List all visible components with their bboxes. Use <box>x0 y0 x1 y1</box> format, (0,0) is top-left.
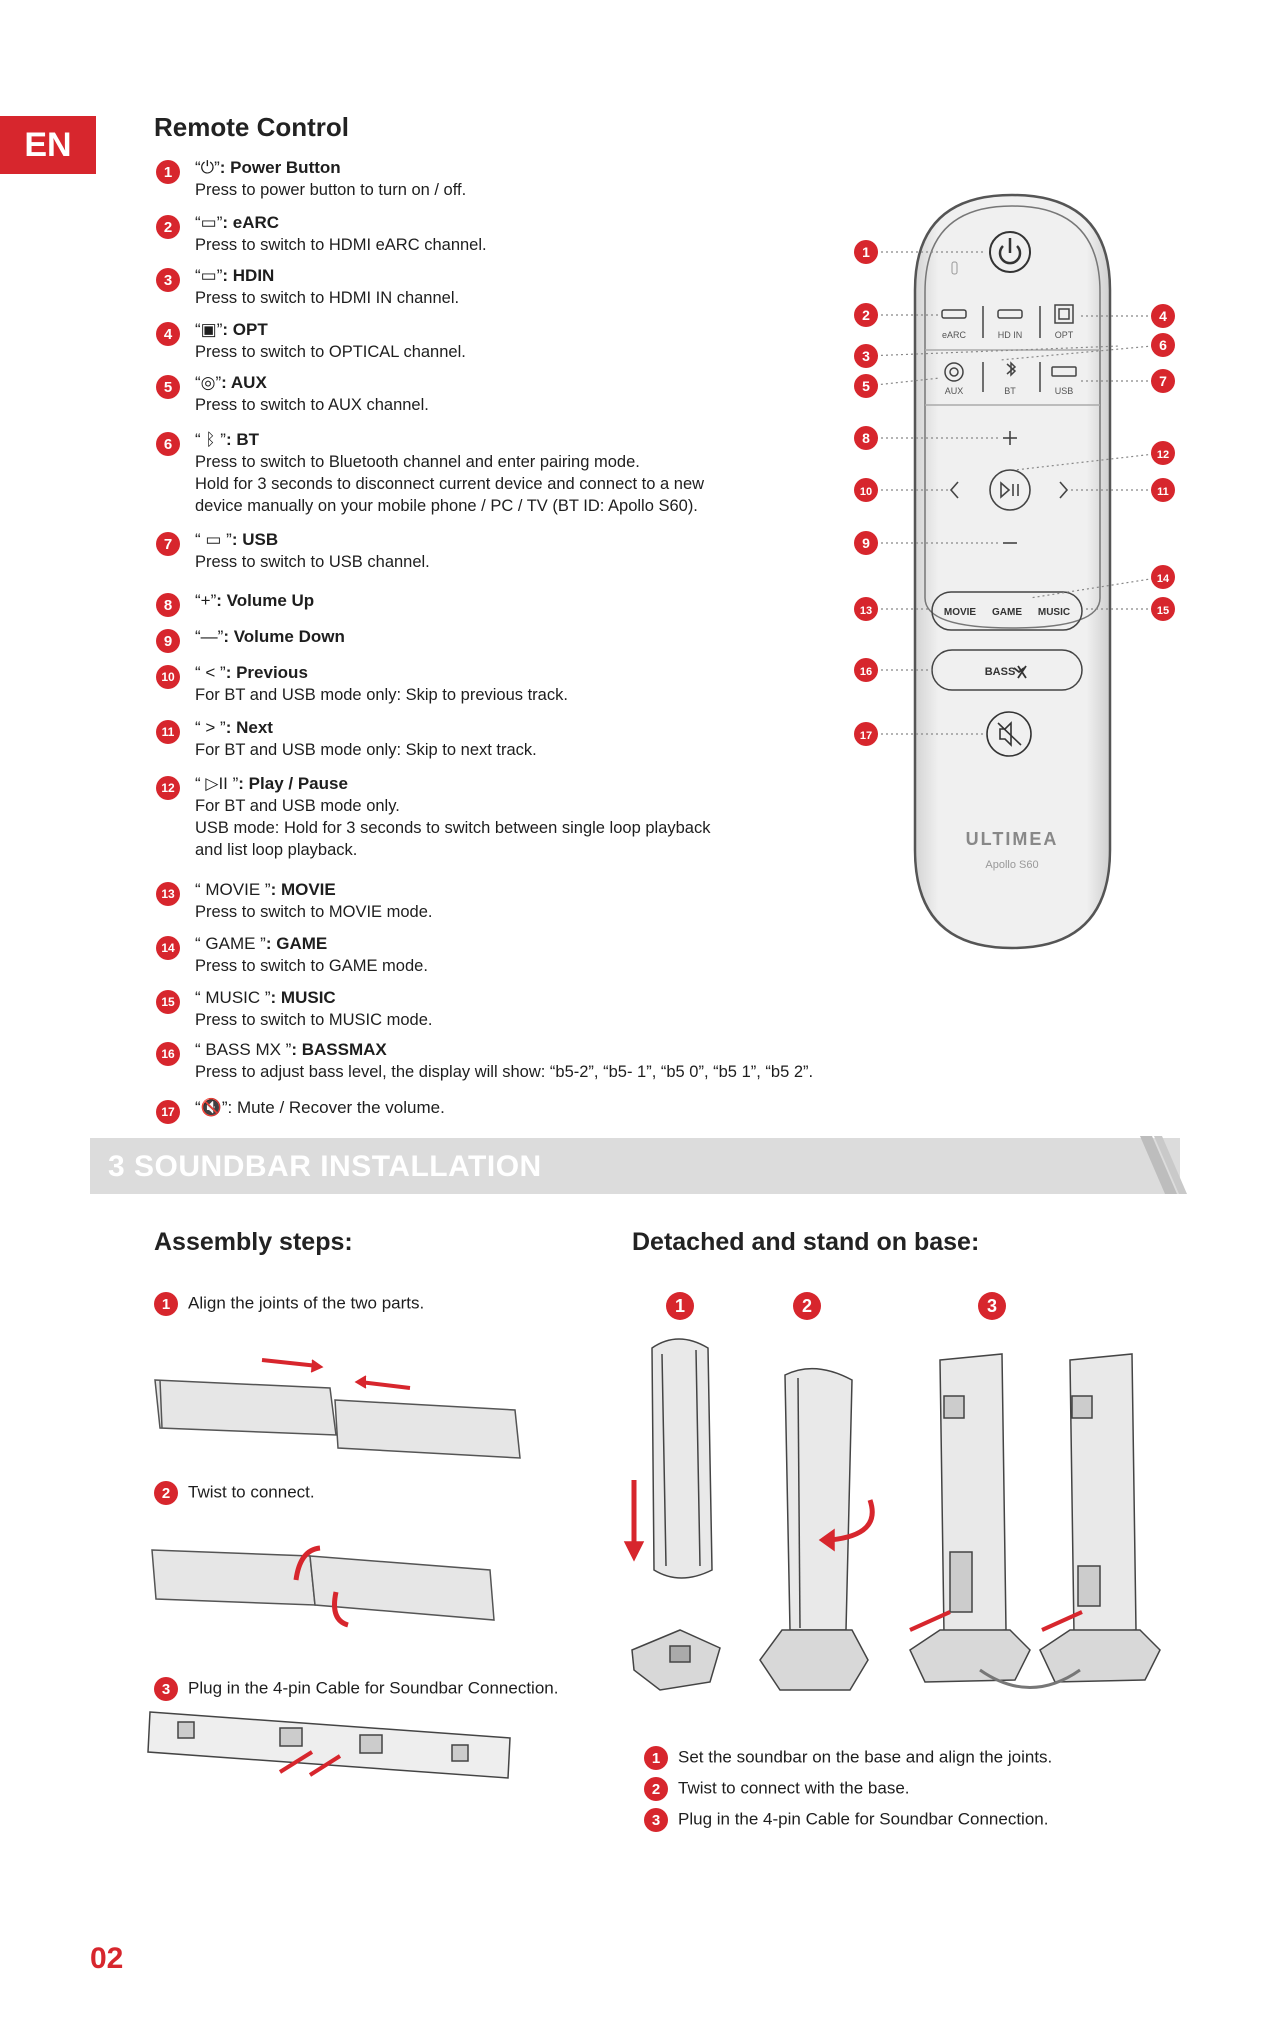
item-text <box>195 1039 813 1083</box>
callout-number: 9 <box>862 535 870 551</box>
item-name: : AUX <box>221 373 267 392</box>
callout-number: 14 <box>1156 573 1170 585</box>
item-symbol: “ GAME ” <box>195 934 266 953</box>
callout-number: 16 <box>859 666 873 678</box>
assembly-heading: Assembly steps: <box>154 1228 353 1256</box>
item-number: 6 <box>156 432 180 456</box>
detached-heading: Detached and stand on base: <box>632 1228 980 1256</box>
item-name: : MUSIC <box>270 988 336 1007</box>
bassmax-label: BASS <box>984 666 1016 678</box>
item-description: For BT and USB mode only: Skip to previous track. <box>195 686 568 704</box>
callout-number: 8 <box>862 430 870 446</box>
item-description: Press to switch to AUX channel. <box>195 396 429 414</box>
item-number: 4 <box>156 322 180 346</box>
model-label: Apollo S60 <box>985 859 1039 871</box>
step-text: Twist to connect. <box>188 1482 315 1502</box>
callout-number: 5 <box>862 378 870 394</box>
item-name: : eARC <box>222 213 280 232</box>
detached-step-2 <box>644 1777 910 1801</box>
item-name: : HDIN <box>222 266 275 285</box>
assembly-step-1 <box>154 1292 424 1316</box>
callout-number: 4 <box>1159 308 1167 324</box>
step-text: Set the soundbar on the base and align the joints. <box>678 1747 1053 1767</box>
item-symbol: “ ▭ ” <box>195 530 232 549</box>
item-description: device manually on your mobile phone / PC / TV (BT ID: Apollo S60). <box>195 497 698 515</box>
item-description: Press to switch to GAME mode. <box>195 957 428 975</box>
item-symbol: “ ▷II ” <box>195 774 239 793</box>
item-number: 12 <box>156 776 180 800</box>
opt-label: OPT <box>1054 330 1074 340</box>
item-symbol: “▭” <box>195 213 223 232</box>
step-number: 3 <box>644 1808 668 1832</box>
callout-number: 7 <box>1159 373 1167 389</box>
language-tab: EN <box>0 116 96 174</box>
callout-number: 3 <box>862 348 870 364</box>
detached-step-1 <box>644 1746 1052 1770</box>
step-number: 3 <box>154 1677 178 1701</box>
plug-base-cable-illustration <box>910 1354 1160 1688</box>
item-symbol: “—” <box>195 627 224 646</box>
item-description: USB mode: Hold for 3 seconds to switch between single loop playback <box>195 819 711 837</box>
callout-number: 10 <box>859 486 873 498</box>
step-text: Plug in the 4-pin Cable for Soundbar Connection. <box>188 1678 559 1698</box>
item-name: : BASSMAX <box>291 1040 387 1059</box>
item-symbol: “▭” <box>195 266 223 285</box>
item-description: and list loop playback. <box>195 841 358 859</box>
item-title <box>195 1039 813 1061</box>
step-text: Plug in the 4-pin Cable for Soundbar Connection. <box>678 1809 1049 1829</box>
detached-number-2: 2 <box>793 1292 821 1320</box>
item-symbol: “ BASS MX ” <box>195 1040 292 1059</box>
item-number: 7 <box>156 532 180 556</box>
item-symbol: “ < ” <box>195 663 226 682</box>
banner-stripes-icon <box>1132 1136 1192 1196</box>
callout-number: 15 <box>1156 605 1170 617</box>
remote-control-diagram <box>0 0 1285 1000</box>
step-text: Align the joints of the two parts. <box>188 1293 425 1313</box>
brand-label: ULTIMEA <box>965 829 1059 849</box>
movie-label: MOVIE <box>943 607 977 618</box>
twist-base-illustration <box>760 1369 872 1690</box>
callout-number: 1 <box>862 244 870 260</box>
set-on-base-illustration <box>625 1339 720 1690</box>
earc-label: eARC <box>941 330 967 340</box>
plug-cable-illustration <box>148 1712 510 1778</box>
item-description: Press to switch to MUSIC mode. <box>195 1011 433 1029</box>
item-number: 8 <box>156 593 180 617</box>
item-description: Press to switch to Bluetooth channel and enter pairing mode. <box>195 453 640 471</box>
item-name: : Volume Down <box>223 627 345 646</box>
page-number: 02 <box>90 1942 124 1975</box>
item-number: 1 <box>156 160 180 184</box>
item-name: : Mute / Recover the volume. <box>227 1098 445 1117</box>
item-name: : Play / Pause <box>238 774 348 793</box>
step-number: 1 <box>644 1746 668 1770</box>
callout-number: 13 <box>859 605 873 617</box>
step-number: 1 <box>154 1292 178 1316</box>
item-symbol: “🔇” <box>195 1098 228 1117</box>
bt-label: BT <box>1004 386 1016 396</box>
hdin-label: HD IN <box>997 330 1023 340</box>
item-number: 11 <box>156 720 180 744</box>
item-symbol: “▣” <box>195 320 223 339</box>
item-description: Press to switch to USB channel. <box>195 553 430 571</box>
item-description: Press to switch to HDMI eARC channel. <box>195 236 487 254</box>
item-name: : Power Button <box>219 158 341 177</box>
callout-number: 2 <box>862 307 870 323</box>
item-description: Press to switch to OPTICAL channel. <box>195 343 466 361</box>
item-description: Press to switch to HDMI IN channel. <box>195 289 460 307</box>
callout-number: 17 <box>859 730 873 742</box>
item-number: 15 <box>156 990 180 1014</box>
section-banner-title: 3 SOUNDBAR INSTALLATION <box>108 1150 542 1183</box>
item-name: : GAME <box>265 934 328 953</box>
item-name: : Volume Up <box>216 591 315 610</box>
assembly-illustrations <box>0 1320 640 1840</box>
aux-label: AUX <box>944 386 964 396</box>
callout-number: 6 <box>1159 337 1167 353</box>
item-symbol: “ ᛒ ” <box>195 430 226 449</box>
item-symbol: “⏻” <box>195 158 220 177</box>
item-text <box>195 1097 445 1119</box>
item-title <box>195 1097 445 1119</box>
section-banner <box>90 1138 1180 1194</box>
item-number: 16 <box>156 1042 180 1066</box>
step-number: 2 <box>644 1777 668 1801</box>
item-description: For BT and USB mode only: Skip to next track. <box>195 741 537 759</box>
item-description: Press to switch to MOVIE mode. <box>195 903 433 921</box>
music-label: MUSIC <box>1037 607 1071 618</box>
detached-step-3 <box>644 1808 1048 1832</box>
detached-illustrations <box>620 1330 1180 1710</box>
item-symbol: “ MOVIE ” <box>195 880 271 899</box>
callout-number: 12 <box>1156 449 1170 461</box>
item-number: 10 <box>156 665 180 689</box>
item-name: : USB <box>231 530 279 549</box>
item-description: Press to power button to turn on / off. <box>195 181 467 199</box>
item-number: 17 <box>156 1100 180 1124</box>
item-symbol: “ > ” <box>195 718 226 737</box>
item-name: : Next <box>225 718 273 737</box>
item-name: : Previous <box>225 663 308 682</box>
item-number: 9 <box>156 629 180 653</box>
item-name: : OPT <box>222 320 268 339</box>
item-name: : MOVIE <box>270 880 336 899</box>
item-symbol: “+” <box>195 591 217 610</box>
item-description: For BT and USB mode only. <box>195 797 400 815</box>
item-number: 14 <box>156 936 180 960</box>
detached-number-1: 1 <box>666 1292 694 1320</box>
step-number: 2 <box>154 1481 178 1505</box>
callout-number: 11 <box>1157 486 1169 498</box>
remote-control-heading: Remote Control <box>154 112 349 142</box>
item-symbol: “ MUSIC ” <box>195 988 271 1007</box>
align-parts-illustration <box>155 1360 520 1458</box>
item-name: : BT <box>225 430 260 449</box>
game-label: GAME <box>992 607 1022 618</box>
detached-number-3: 3 <box>978 1292 1006 1320</box>
item-number: 13 <box>156 882 180 906</box>
item-number: 3 <box>156 268 180 292</box>
usb-label: USB <box>1054 386 1074 396</box>
item-symbol: “◎” <box>195 373 222 392</box>
item-description: Hold for 3 seconds to disconnect current device and connect to a new <box>195 475 705 493</box>
item-number: 5 <box>156 375 180 399</box>
item-number: 2 <box>156 215 180 239</box>
item-description: Press to adjust bass level, the display will show: “b5-2”, “b5- 1”, “b5 0”, “b5 1”, “b5 2”. <box>195 1063 814 1081</box>
twist-connect-illustration <box>152 1548 494 1625</box>
step-text: Twist to connect with the base. <box>678 1778 910 1798</box>
